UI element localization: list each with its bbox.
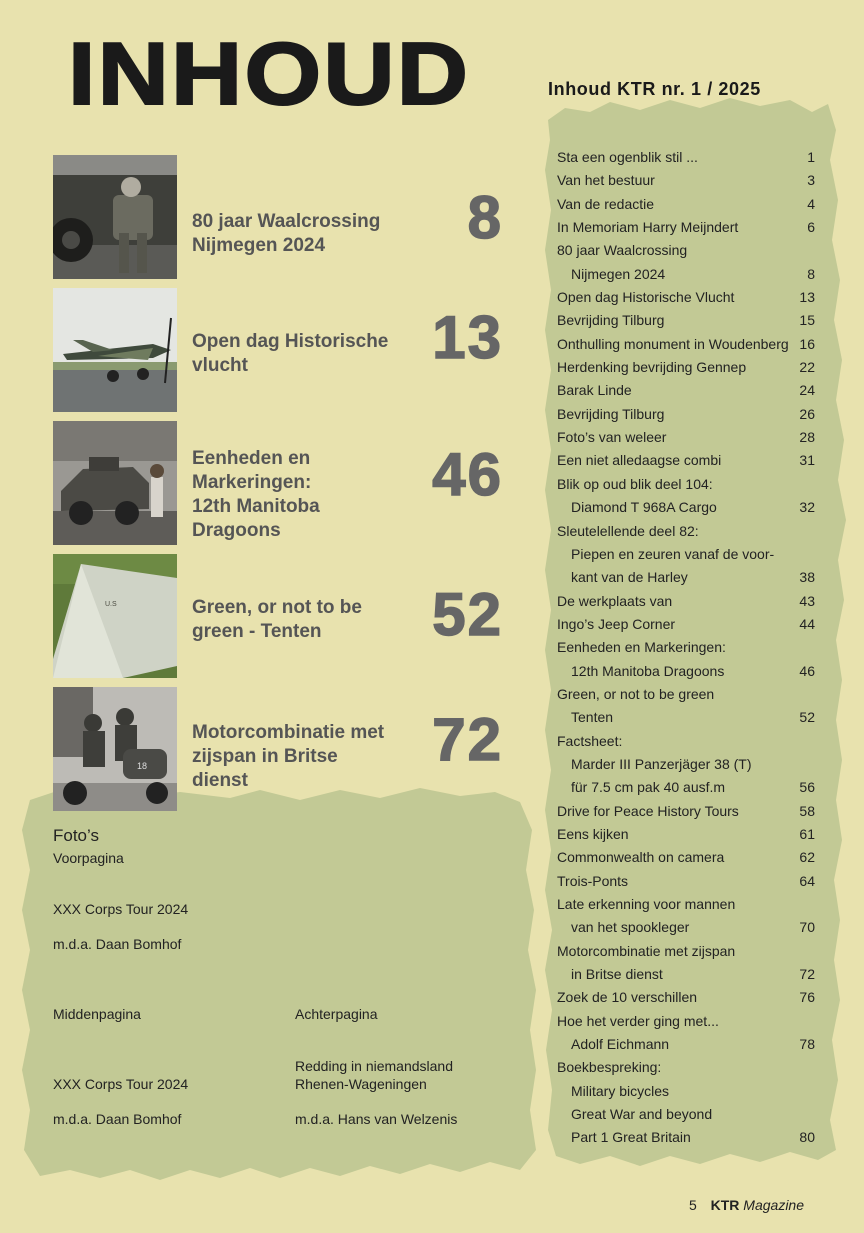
toc-entry-title: Foto’s van weleer	[557, 429, 667, 446]
feature-historische-vlucht[interactable]	[53, 288, 503, 412]
toc-entry[interactable]	[557, 1080, 815, 1103]
toc-entry-title: Eenheden en Markeringen:	[557, 639, 726, 656]
toc-entry-title: Diamond T 968A Cargo	[571, 499, 717, 516]
toc-entry[interactable]	[557, 916, 815, 939]
feature-title	[192, 330, 388, 378]
feature-page-number: 72	[432, 706, 503, 773]
page-title: INHOUD	[68, 24, 471, 123]
toc-entry[interactable]	[557, 403, 815, 426]
toc-entry[interactable]	[557, 239, 815, 262]
feature-page-number: 52	[432, 581, 503, 648]
toc-entry-page: 28	[799, 429, 815, 446]
toc-entry[interactable]	[557, 473, 815, 496]
toc-entry-title: Motorcombinatie met zijspan	[557, 942, 736, 959]
toc-entry-title: Green, or not to be green	[557, 685, 715, 702]
toc-entry-page: 56	[799, 779, 815, 796]
back-page-label: Achterpagina	[295, 1006, 378, 1022]
toc-entry[interactable]	[557, 753, 815, 776]
toc-entry[interactable]	[557, 893, 815, 916]
toc-entry[interactable]	[557, 870, 815, 893]
table-of-contents	[557, 146, 815, 1150]
toc-entry[interactable]	[557, 496, 815, 519]
toc-entry[interactable]	[557, 520, 815, 543]
toc-entry-title: Sleutelellende deel 82:	[557, 522, 699, 539]
svg-text:U.S: U.S	[105, 601, 117, 608]
feature-title-line: Nijmegen 2024	[192, 235, 326, 256]
toc-entry[interactable]	[557, 730, 815, 753]
toc-entry[interactable]	[557, 940, 815, 963]
feature-title-line: 12th Manitoba	[192, 496, 320, 517]
feature-title-line: Eenheden en	[192, 448, 311, 469]
toc-entry-page: 31	[799, 452, 815, 469]
middle-page-label: Middenpagina	[53, 1006, 141, 1022]
toc-entry-page: 58	[799, 802, 815, 819]
toc-entry-title: für 7.5 cm pak 40 ausf.m	[571, 779, 726, 796]
toc-entry-page: 6	[807, 219, 815, 236]
toc-entry[interactable]	[557, 590, 815, 613]
footer-brand: KTR	[710, 1197, 740, 1213]
toc-entry-title: De werkplaats van	[557, 592, 673, 609]
toc-entry-title: Boekbespreking:	[557, 1059, 662, 1076]
toc-entry-title: Ingo’s Jeep Corner	[557, 615, 676, 632]
toc-entry-page: 64	[799, 872, 815, 889]
toc-entry-title: Bevrijding Tilburg	[557, 312, 665, 329]
toc-entry[interactable]	[557, 1103, 815, 1126]
toc-entry-title: Een niet alledaagse combi	[557, 452, 722, 469]
toc-entry-title: Hoe het verder ging met...	[557, 1012, 719, 1029]
toc-entry-title: Herdenking bevrijding Gennep	[557, 359, 747, 376]
toc-entry-title: Adolf Eichmann	[571, 1036, 670, 1053]
feature-manitoba-dragoons[interactable]	[53, 421, 503, 545]
toc-entry-title: Marder III Panzerjäger 38 (T)	[571, 755, 752, 772]
toc-entry-title: Commonwealth on camera	[557, 849, 725, 866]
toc-entry-page: 70	[799, 919, 815, 936]
toc-entry-title: Zoek de 10 verschillen	[557, 989, 698, 1006]
feature-title-line: zijspan in Britse	[192, 746, 338, 767]
toc-entry-title: Drive for Peace History Tours	[557, 802, 739, 819]
toc-entry-page: 4	[807, 195, 815, 212]
toc-entry-title: Tenten	[571, 709, 614, 726]
toc-entry-page: 26	[799, 405, 815, 422]
toc-entry-title: Trois-Ponts	[557, 872, 629, 889]
feature-tenten[interactable]	[53, 554, 503, 678]
feature-motorcombinatie[interactable]	[53, 687, 503, 811]
toc-entry-page: 13	[799, 289, 815, 306]
toc-entry-page: 16	[799, 335, 815, 352]
middle-page-caption: XXX Corps Tour 2024	[53, 1076, 189, 1092]
toc-entry-title: Eens kijken	[557, 825, 629, 842]
feature-title-line: Markeringen:	[192, 472, 312, 493]
toc-entry-title: Blik op oud blik deel 104:	[557, 475, 713, 492]
toc-entry-title: Barak Linde	[557, 382, 632, 399]
toc-entry[interactable]	[557, 776, 815, 799]
feature-page-number: 13	[432, 304, 503, 371]
toc-entry-title: Late erkenning voor mannen	[557, 896, 736, 912]
toc-entry-title: In Memoriam Harry Meijndert	[557, 219, 739, 236]
toc-entry-title: Van het bestuur	[557, 172, 655, 189]
toc-entry-title: 80 jaar Waalcrossing	[557, 242, 688, 259]
feature-title	[192, 721, 384, 793]
toc-entry-page: 15	[799, 312, 815, 329]
toc-entry-title: Great War and beyond	[571, 1106, 713, 1123]
toc-entry-title: Bevrijding Tilburg	[557, 405, 665, 422]
toc-entry[interactable]	[557, 146, 815, 169]
toc-entry-title: Piepen en zeuren vanaf de voor-	[571, 545, 775, 562]
feature-title-line: Green, or not to be	[192, 597, 362, 618]
photos-heading: Foto’s	[53, 826, 99, 845]
toc-entry-page: 72	[799, 966, 815, 983]
toc-entry-title: Factsheet:	[557, 732, 623, 749]
feature-page-number: 46	[432, 441, 503, 508]
toc-entry[interactable]	[557, 566, 815, 589]
toc-entry[interactable]	[557, 683, 815, 706]
toc-entry-title: kant van de Harley	[571, 569, 688, 586]
toc-entry-title: Military bicycles	[571, 1082, 670, 1099]
toc-entry[interactable]	[557, 286, 815, 309]
toc-entry-page: 61	[799, 825, 815, 842]
toc-entry[interactable]	[557, 216, 815, 239]
toc-entry[interactable]	[557, 1010, 815, 1033]
middle-page-credit: m.d.a. Daan Bomhof	[53, 1111, 182, 1127]
toc-entry[interactable]	[557, 1126, 815, 1149]
feature-title-line: vlucht	[192, 355, 248, 376]
page-footer	[689, 1197, 804, 1213]
toc-entry-page: 46	[799, 662, 815, 679]
toc-entry-page: 43	[799, 592, 815, 609]
feature-title-line: Motorcombinatie met	[192, 722, 385, 743]
toc-entry-page: 80	[799, 1129, 815, 1146]
toc-entry[interactable]	[557, 1056, 815, 1079]
footer-magazine: Magazine	[743, 1197, 804, 1213]
feature-title	[192, 447, 320, 543]
toc-entry-title: in Britse dienst	[571, 966, 663, 983]
toc-entry-page: 78	[799, 1036, 815, 1053]
toc-entry-page: 8	[807, 265, 815, 282]
feature-title	[192, 210, 380, 258]
feature-page-number: 8	[467, 184, 503, 251]
toc-entry-page: 76	[799, 989, 815, 1006]
front-page-caption: XXX Corps Tour 2024	[53, 901, 189, 917]
toc-entry[interactable]	[557, 823, 815, 846]
back-page-caption-line1: Redding in niemandsland	[295, 1058, 453, 1074]
toc-entry-page: 1	[807, 149, 815, 165]
toc-entry[interactable]	[557, 309, 815, 332]
page-number: 5	[688, 1197, 697, 1213]
back-page-caption-line2: Rhenen-Wageningen	[295, 1076, 427, 1092]
toc-entry-page: 38	[799, 569, 815, 586]
motorcycle-sidecar-photo	[53, 687, 177, 811]
toc-entry-title: 12th Manitoba Dragoons	[571, 662, 725, 679]
toc-entry-title: Part 1 Great Britain	[571, 1129, 691, 1146]
tent-photo	[53, 554, 177, 678]
feature-title-line: Dragoons	[192, 520, 281, 541]
back-page-credit: m.d.a. Hans van Welzenis	[295, 1111, 458, 1127]
toc-entry-page: 24	[799, 382, 815, 399]
toc-entry[interactable]	[557, 193, 815, 216]
front-page-credit: m.d.a. Daan Bomhof	[53, 936, 182, 952]
toc-entry[interactable]	[557, 169, 815, 192]
toc-entry-title: Nijmegen 2024	[571, 265, 666, 282]
toc-entry[interactable]	[557, 1033, 815, 1056]
toc-entry[interactable]	[557, 543, 815, 566]
toc-entry-title: Open dag Historische Vlucht	[557, 289, 735, 306]
feature-title-line: 80 jaar Waalcrossing	[192, 211, 381, 232]
toc-entry[interactable]	[557, 660, 815, 683]
feature-title-line: dienst	[192, 770, 248, 791]
feature-title-line: Open dag Historische	[192, 331, 389, 352]
toc-entry[interactable]	[557, 800, 815, 823]
spitfire-photo	[53, 288, 177, 412]
toc-entry[interactable]	[557, 356, 815, 379]
front-page-label: Voorpagina	[53, 850, 124, 866]
toc-entry[interactable]	[557, 986, 815, 1009]
toc-entry-page: 62	[799, 849, 815, 866]
issue-label: Inhoud KTR nr. 1 / 2025	[548, 79, 761, 99]
armoured-car-photo	[53, 421, 177, 545]
toc-entry[interactable]	[557, 426, 815, 449]
toc-entry-page: 22	[799, 359, 815, 376]
toc-entry[interactable]	[557, 963, 815, 986]
feature-waalcrossing[interactable]	[53, 155, 503, 279]
svg-text:18: 18	[137, 761, 148, 771]
toc-entry-title: Van de redactie	[557, 195, 655, 212]
soldier-on-jeep-photo	[53, 155, 177, 279]
toc-entry-page: 3	[807, 172, 815, 189]
toc-entry-page: 32	[799, 499, 815, 516]
toc-entry[interactable]	[557, 846, 815, 869]
toc-entry[interactable]	[557, 449, 815, 472]
toc-entry[interactable]	[557, 636, 815, 659]
toc-entry[interactable]	[557, 333, 815, 356]
feature-title-line: green - Tenten	[192, 621, 322, 642]
toc-entry[interactable]	[557, 613, 815, 636]
toc-entry[interactable]	[557, 263, 815, 286]
toc-entry[interactable]	[557, 379, 815, 402]
feature-title	[192, 596, 362, 644]
toc-entry-page: 52	[799, 709, 815, 726]
toc-entry-title: Sta een ogenblik stil ...	[557, 149, 698, 165]
toc-entry-title: Onthulling monument in Woudenberg	[557, 335, 789, 352]
toc-entry-title: van het spookleger	[571, 919, 690, 936]
toc-entry[interactable]	[557, 706, 815, 729]
toc-entry-page: 44	[799, 615, 815, 632]
